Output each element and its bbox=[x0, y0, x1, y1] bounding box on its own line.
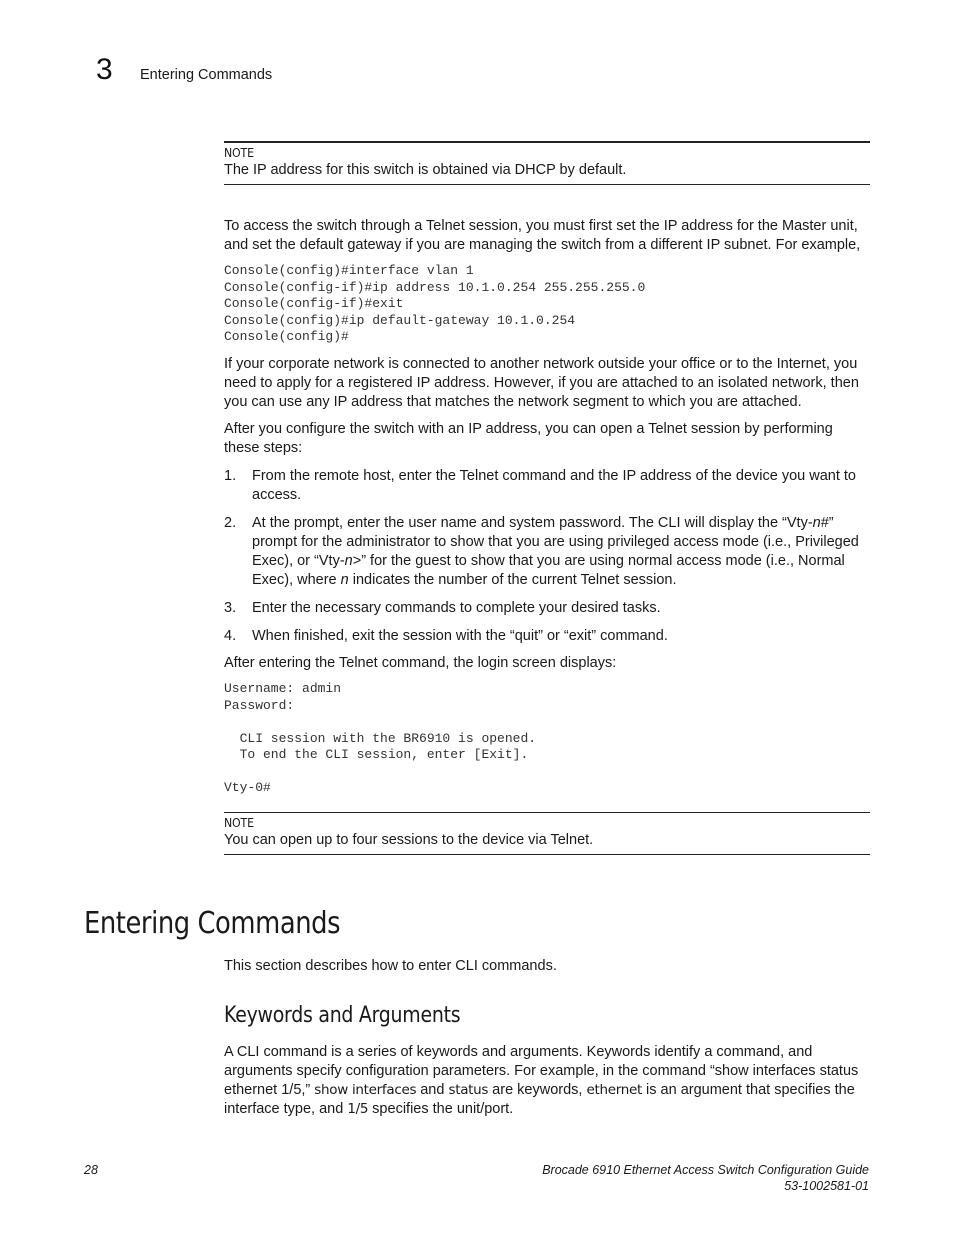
code-line: Username: admin bbox=[224, 681, 342, 696]
code-line bbox=[224, 764, 870, 781]
paragraph-login: After entering the Telnet command, the login screen displays: bbox=[224, 655, 617, 671]
keyword: status bbox=[448, 1082, 489, 1098]
keyword: show interfaces bbox=[314, 1082, 417, 1098]
list-item: 4. When finished, exit the session with the “quit” or “exit” command. bbox=[224, 628, 668, 644]
chapter-title: Entering Commands bbox=[140, 67, 273, 83]
section-intro: This section describes how to enter CLI commands. bbox=[224, 958, 557, 974]
note-dhcp bbox=[224, 141, 870, 185]
note-text: The IP address for this switch is obtained via DHCP by default. bbox=[224, 162, 627, 178]
page-number: 28 bbox=[84, 1163, 98, 1177]
code-line: Console(config)#interface vlan 1 bbox=[224, 263, 474, 278]
paragraph-network: If your corporate network is connected to another network outside your office or to the Internet, you need to apply for a registered IP address. However, if you are attached to an isolated network, then you can use any IP address that matches the network segment to which you are attached. bbox=[224, 356, 859, 410]
code-line bbox=[224, 714, 870, 731]
code-line: Console(config)#ip default-gateway 10.1.0.254 bbox=[224, 312, 576, 328]
code-line: Console(config)# bbox=[224, 329, 349, 344]
argument: ethernet bbox=[586, 1082, 643, 1098]
note-label: NOTE bbox=[224, 815, 254, 830]
code-line: To end the CLI session, enter [Exit]. bbox=[224, 747, 529, 762]
code-block-ip-config bbox=[224, 263, 870, 346]
subsection-title: Keywords and Arguments bbox=[224, 1003, 461, 1028]
code-line: CLI session with the BR6910 is opened. bbox=[224, 730, 537, 746]
note-label: NOTE bbox=[224, 145, 254, 160]
paragraph-keywords: A CLI command is a series of keywords and arguments. Keywords identify a command, and arguments specify configuration parameters. For example, in the command “show interfaces status ethernet 1/5,” show interfaces and status are keywords, ethernet is an argument that specifies the interface type, and 1/5 specifies the unit/port. bbox=[224, 1044, 859, 1117]
code-line: Console(config-if)#exit bbox=[224, 296, 404, 311]
code-line: Console(config-if)#ip address 10.1.0.254 255.255.255.0 bbox=[224, 279, 646, 295]
code-line: Password: bbox=[224, 697, 295, 713]
list-item: 3. Enter the necessary commands to complete your desired tasks. bbox=[224, 600, 661, 616]
paragraph-after-config: After you configure the switch with an IP address, you can open a Telnet session by performing these steps: bbox=[224, 421, 833, 456]
footer-doc-number: 53-1002581-01 bbox=[784, 1179, 869, 1193]
list-item: 1. From the remote host, enter the Telnet command and the IP address of the device you want to access. bbox=[224, 468, 856, 503]
code-block-login bbox=[224, 681, 870, 797]
paragraph-telnet-access: To access the switch through a Telnet session, you must first set the IP address for the Master unit, and set the default gateway if you are managing the switch from a different IP subnet. For example, bbox=[224, 218, 861, 253]
footer-doc-title: Brocade 6910 Ethernet Access Switch Configuration Guide bbox=[542, 1163, 869, 1177]
section-title: Entering Commands bbox=[84, 906, 341, 941]
chapter-number: 3 bbox=[96, 53, 113, 86]
note-text: You can open up to four sessions to the device via Telnet. bbox=[224, 832, 594, 848]
note-telnet-sessions bbox=[224, 812, 870, 855]
list-item: 2. At the prompt, enter the user name and system password. The CLI will display the “Vty-n#” prompt for the administrator to show that you are using privileged access mode (i.e., Privileged Exec), or “Vty-n>” for the guest to show that you are using normal access mode (i.e., Normal Exec), where n indicates the number of the current Telnet session. bbox=[224, 515, 859, 588]
code-line: Vty-0# bbox=[224, 780, 271, 795]
argument: 1/5 bbox=[347, 1101, 369, 1117]
steps-list bbox=[224, 467, 870, 646]
